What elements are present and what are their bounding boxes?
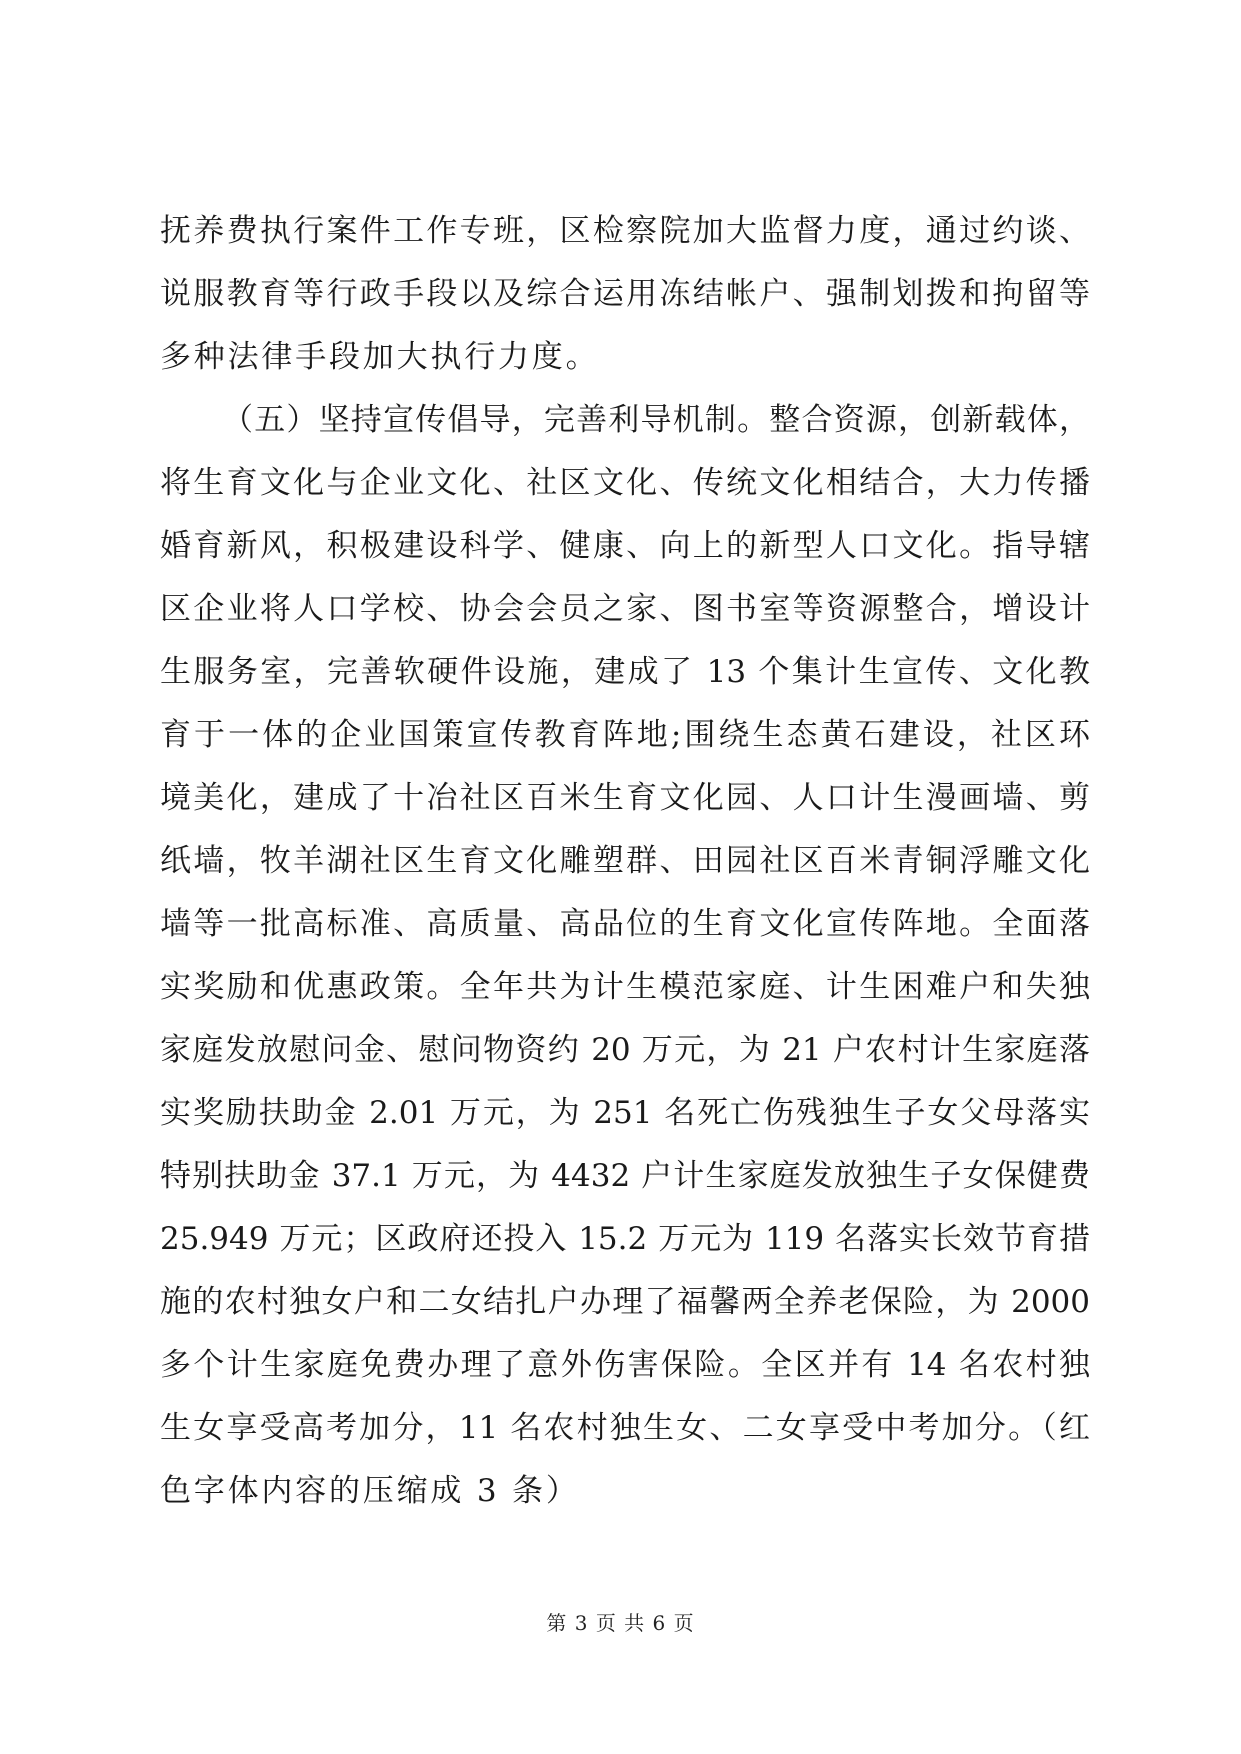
text-line: 特别扶助金 37.1 万元，为 4432 户计生家庭发放独生子女保健费 [160, 1158, 1090, 1194]
text-line: 育于一体的企业国策宣传教育阵地;围绕生态黄石建设，社区环 [160, 717, 1090, 753]
text-line: 色字体内容的压缩成 3 条） [160, 1473, 580, 1509]
text-line: 25.949 万元；区政府还投入 15.2 万元为 119 名落实长效节育措 [160, 1221, 1090, 1257]
text-line: 多个计生家庭免费办理了意外伤害保险。全区并有 14 名农村独 [160, 1347, 1090, 1383]
text-line: 境美化，建成了十冶社区百米生育文化园、人口计生漫画墙、剪 [160, 780, 1090, 816]
text-line: 墙等一批高标准、高质量、高品位的生育文化宣传阵地。全面落 [160, 906, 1090, 942]
text-line: 将生育文化与企业文化、社区文化、传统文化相结合，大力传播 [160, 465, 1090, 501]
paragraph-start-line: （五）坚持宣传倡导，完善利导机制。整合资源，创新载体， [222, 402, 1090, 438]
text-line: 抚养费执行案件工作专班，区检察院加大监督力度，通过约谈、 [160, 213, 1090, 249]
text-line: 多种法律手段加大执行力度。 [160, 339, 600, 375]
text-line: 生服务室，完善软硬件设施，建成了 13 个集计生宣传、文化教 [160, 654, 1090, 690]
text-line: 说服教育等行政手段以及综合运用冻结帐户、强制划拨和拘留等 [160, 276, 1090, 312]
text-line: 实奖励和优惠政策。全年共为计生模范家庭、计生困难户和失独 [160, 969, 1090, 1005]
text-line: 婚育新风，积极建设科学、健康、向上的新型人口文化。指导辖 [160, 528, 1090, 564]
body-text [160, 200, 1090, 1523]
text-line: 实奖励扶助金 2.01 万元，为 251 名死亡伤残独生子女父母落实 [160, 1095, 1090, 1131]
text-line: 家庭发放慰问金、慰问物资约 20 万元，为 21 户农村计生家庭落 [160, 1032, 1090, 1068]
text-line: 纸墙，牧羊湖社区生育文化雕塑群、田园社区百米青铜浮雕文化 [160, 843, 1090, 879]
page-number-footer: 第 3 页 共 6 页 [546, 1611, 695, 1635]
text-line: 区企业将人口学校、协会会员之家、图书室等资源整合，增设计 [160, 591, 1090, 627]
text-line: 生女享受高考加分，11 名农村独生女、二女享受中考加分。（红 [160, 1410, 1090, 1446]
text-line: 施的农村独女户和二女结扎户办理了福馨两全养老保险，为 2000 [160, 1284, 1090, 1320]
